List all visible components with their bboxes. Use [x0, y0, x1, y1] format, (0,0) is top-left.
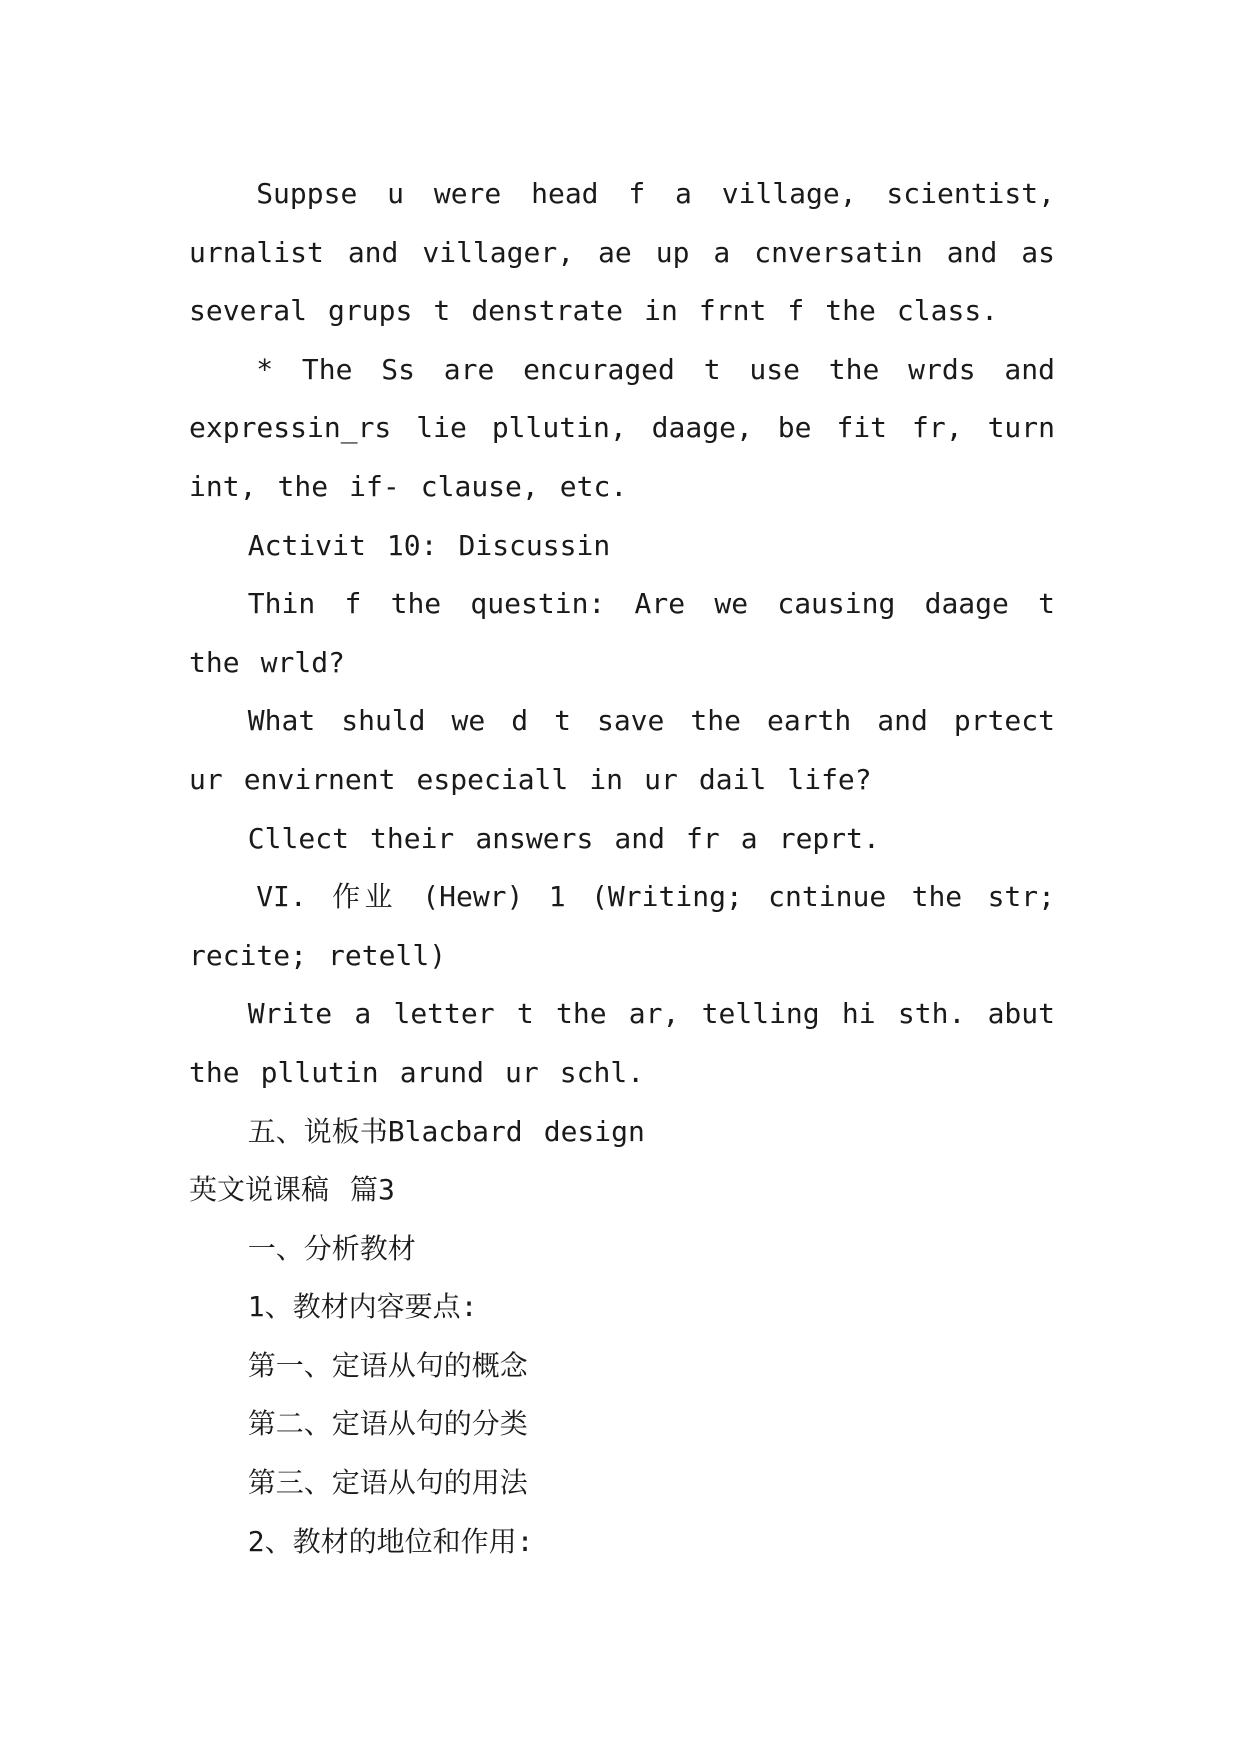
document-body	[189, 165, 1055, 1571]
paragraph: Suppse u were head f a village, scientist, urnalist and villager, ae up a cnversatin and as several grups t denstrate in frnt f the class.	[189, 177, 1055, 328]
paragraph: Cllect their answers and fr a reprt.	[247, 821, 880, 855]
paragraph: * The Ss are encuraged t use the wrds and expressin_rs lie pllutin, daage, be fit fr, turn int, the if- clause, etc.	[189, 352, 1055, 503]
paragraph: What shuld we d t save the earth and prtect ur envirnent especiall in ur dail life?	[189, 704, 1055, 796]
list-item: 第三、定语从句的用法	[247, 1466, 528, 1500]
paragraph: 五、说板书Blacbard design	[247, 1114, 645, 1148]
paragraph: Write a letter t the ar, telling hi sth. abut the pllutin arund ur schl.	[189, 997, 1055, 1089]
list-item: 第一、定语从句的概念	[247, 1348, 528, 1382]
paragraph: VI. 作业 (Hewr) 1 (Writing; cntinue the str; recite; retell)	[189, 880, 1055, 972]
list-item: 1、教材内容要点:	[247, 1290, 478, 1324]
list-item: 2、教材的地位和作用:	[247, 1524, 534, 1558]
list-item: 第二、定语从句的分类	[247, 1407, 528, 1441]
section-heading: 英文说课稿 篇3	[189, 1173, 395, 1207]
paragraph: Activit 10: Discussin	[247, 528, 611, 562]
paragraph: Thin f the questin: Are we causing daage t the wrld?	[189, 587, 1055, 679]
subsection-heading: 一、分析教材	[247, 1231, 416, 1265]
